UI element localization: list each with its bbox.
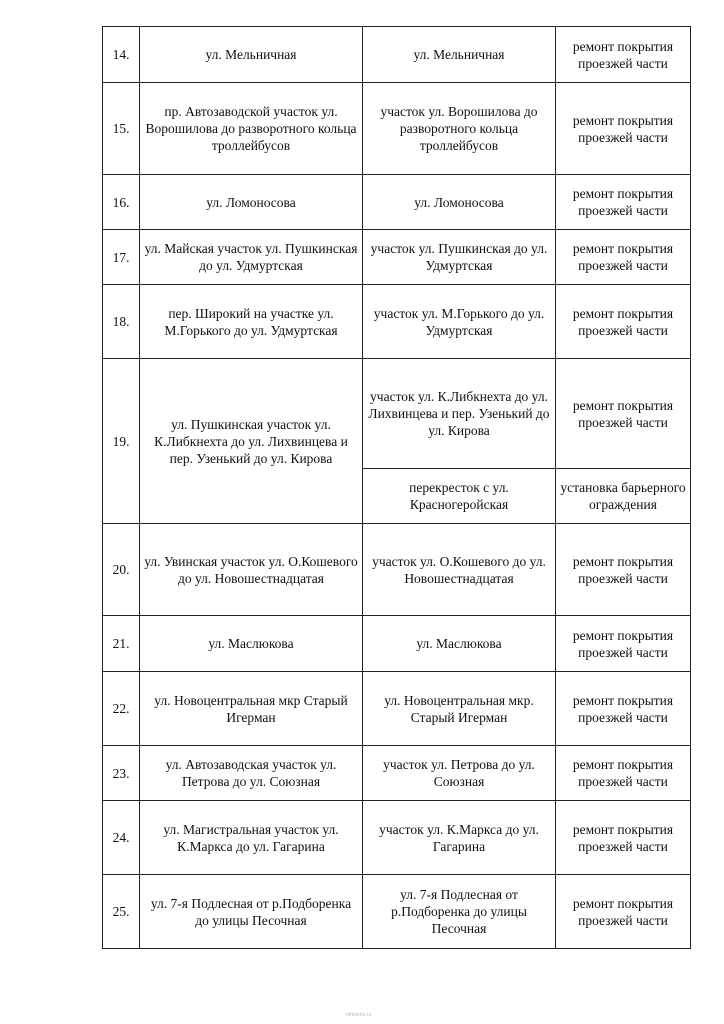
row-number: 16. (103, 175, 140, 230)
row-number: 25. (103, 875, 140, 949)
row-number: 22. (103, 672, 140, 746)
work-cell: ремонт покрытия проезжей части (556, 746, 691, 801)
street-cell: ул. Магистральная участок ул. К.Маркса до ул. Гагарина (140, 801, 363, 875)
table-row (103, 175, 691, 230)
table-row (103, 746, 691, 801)
section-cell: участок ул. К.Либкнехта до ул. Лихвинцева и пер. Узенький до ул. Кирова (363, 359, 556, 469)
work-cell: ремонт покрытия проезжей части (556, 27, 691, 83)
work-cell: ремонт покрытия проезжей части (556, 83, 691, 175)
table-row (103, 672, 691, 746)
work-cell: ремонт покрытия проезжей части (556, 175, 691, 230)
row-number: 14. (103, 27, 140, 83)
street-cell: ул. Автозаводская участок ул. Петрова до ул. Союзная (140, 746, 363, 801)
row-number: 19. (103, 359, 140, 524)
section-cell: участок ул. Пушкинская до ул. Удмуртская (363, 230, 556, 285)
watermark: ofmosrtu.ru (346, 1012, 372, 1018)
road-repair-table (102, 26, 691, 949)
section-cell: участок ул. М.Горького до ул. Удмуртская (363, 285, 556, 359)
section-cell: перекресток с ул. Красногеройская (363, 469, 556, 524)
row-number: 20. (103, 524, 140, 616)
row-number: 21. (103, 616, 140, 672)
work-cell: ремонт покрытия проезжей части (556, 672, 691, 746)
street-cell: ул. Маслюкова (140, 616, 363, 672)
work-cell: ремонт покрытия проезжей части (556, 801, 691, 875)
street-cell: ул. Пушкинская участок ул. К.Либкнехта до ул. Лихвинцева и пер. Узенький до ул. Кирова (140, 359, 363, 524)
table-row (103, 524, 691, 616)
table-row (103, 616, 691, 672)
street-cell: ул. Новоцентральная мкр Старый Игерман (140, 672, 363, 746)
work-cell: ремонт покрытия проезжей части (556, 230, 691, 285)
section-cell: ул. Маслюкова (363, 616, 556, 672)
section-cell: ул. Новоцентральная мкр. Старый Игерман (363, 672, 556, 746)
section-cell: участок ул. Петрова до ул. Союзная (363, 746, 556, 801)
table-row (103, 801, 691, 875)
street-cell: пер. Широкий на участке ул. М.Горького до ул. Удмуртская (140, 285, 363, 359)
street-cell: ул. 7-я Подлесная от р.Подборенка до улицы Песочная (140, 875, 363, 949)
work-cell: установка барьерного ограждения (556, 469, 691, 524)
section-cell: ул. Мельничная (363, 27, 556, 83)
table-row (103, 27, 691, 83)
row-number: 24. (103, 801, 140, 875)
street-cell: ул. Ломоносова (140, 175, 363, 230)
work-cell: ремонт покрытия проезжей части (556, 285, 691, 359)
table-row (103, 83, 691, 175)
street-cell: ул. Увинская участок ул. О.Кошевого до ул. Новошестнадцатая (140, 524, 363, 616)
work-cell: ремонт покрытия проезжей части (556, 524, 691, 616)
work-cell: ремонт покрытия проезжей части (556, 616, 691, 672)
work-cell: ремонт покрытия проезжей части (556, 875, 691, 949)
section-cell: участок ул. Ворошилова до разворотного кольца троллейбусов (363, 83, 556, 175)
row-number: 18. (103, 285, 140, 359)
table-row (103, 230, 691, 285)
section-cell: ул. Ломоносова (363, 175, 556, 230)
street-cell: ул. Мельничная (140, 27, 363, 83)
street-cell: ул. Майская участок ул. Пушкинская до ул. Удмуртская (140, 230, 363, 285)
section-cell: участок ул. О.Кошевого до ул. Новошестнадцатая (363, 524, 556, 616)
row-number: 23. (103, 746, 140, 801)
section-cell: участок ул. К.Маркса до ул. Гагарина (363, 801, 556, 875)
table-row (103, 359, 691, 469)
table-row (103, 285, 691, 359)
row-number: 15. (103, 83, 140, 175)
street-cell: пр. Автозаводской участок ул. Ворошилова до разворотного кольца троллейбусов (140, 83, 363, 175)
section-cell: ул. 7-я Подлесная от р.Подборенка до улицы Песочная (363, 875, 556, 949)
table-row (103, 875, 691, 949)
row-number: 17. (103, 230, 140, 285)
work-cell: ремонт покрытия проезжей части (556, 359, 691, 469)
